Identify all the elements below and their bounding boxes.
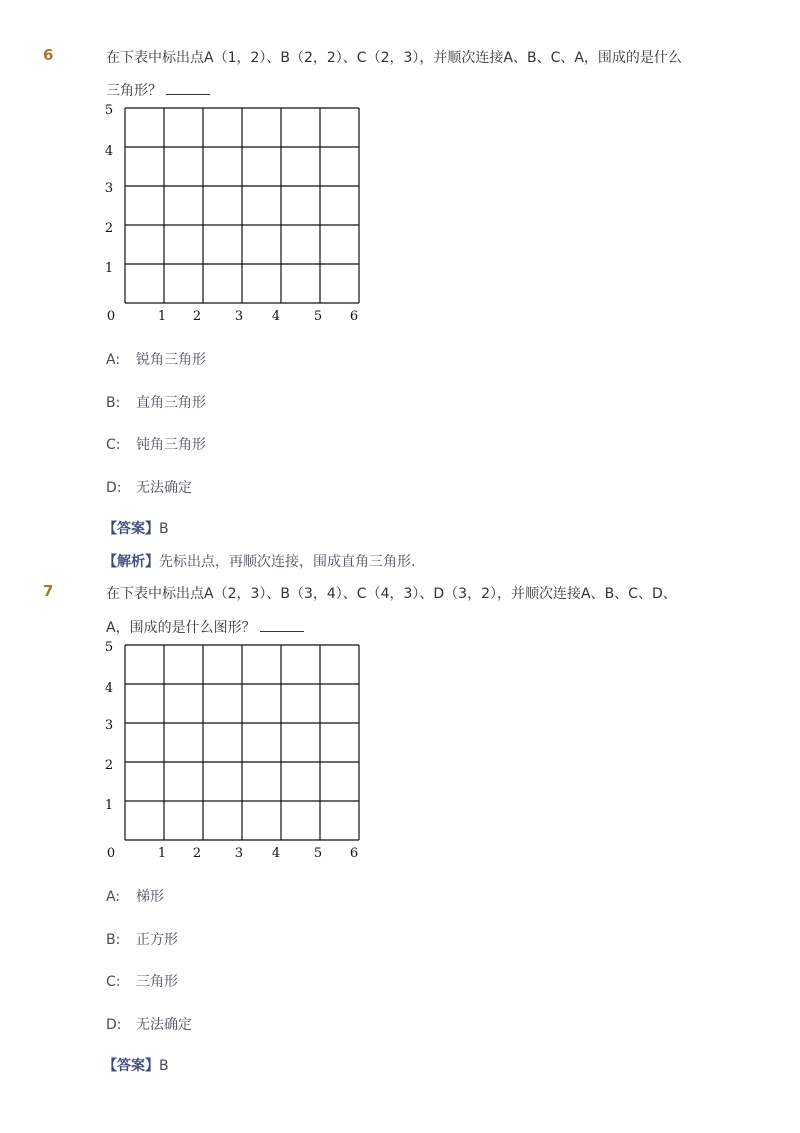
option-b[interactable] [106,929,178,949]
option-key: A: [106,889,121,905]
option-d[interactable] [106,477,192,497]
y-axis-labels [105,640,113,813]
y-tick-label: 4 [104,144,114,159]
question-stem-line2 [106,80,210,100]
option-text: 三角形 [136,974,178,990]
option-text: 无法确定 [136,480,192,496]
x-tick-label: 1 [157,846,167,861]
option-key: B: [106,932,121,948]
grid-lines [125,645,359,840]
option-b[interactable] [106,392,206,412]
x-tick-label: 4 [271,309,281,324]
answer-tag: 【答案】 [103,521,159,537]
option-d[interactable] [106,1014,192,1034]
explanation-line [103,551,415,571]
answer-tag: 【答案】 [103,1058,159,1074]
question-stem-line1: 在下表中标出点A（2，3）、B（3，4）、C（4，3）、D（3，2），并顺次连接A、B、C、D、 [106,586,677,602]
y-axis-labels [105,103,113,276]
option-key: D: [106,1017,122,1033]
x-axis-labels [107,846,358,861]
question-number: 6 [43,46,54,64]
y-tick-label: 3 [104,718,114,733]
option-a[interactable] [106,349,206,369]
question-number: 7 [43,582,54,600]
answer-value: B [159,521,169,537]
y-tick-label: 4 [104,681,114,696]
question-stem-line1: 在下表中标出点A（1，2）、B（2，2）、C（2，3），并顺次连接A、B、C、A，围成的是什么 [106,50,682,66]
option-key: C: [106,974,121,990]
stem-text: 三角形？ [106,83,162,99]
answer-blank [260,619,304,632]
option-key: A: [106,352,121,368]
option-c[interactable] [106,434,206,454]
option-key: D: [106,480,122,496]
option-text: 正方形 [136,932,178,948]
x-tick-label: 6 [349,846,359,861]
explanation-text: 先标出点，再顺次连接，围成直角三角形. [159,554,416,570]
x-tick-label: 3 [234,846,244,861]
explanation-tag: 【解析】 [103,554,159,570]
answer-blank [166,82,210,95]
option-text: 直角三角形 [136,395,206,411]
x-tick-label: 3 [234,309,244,324]
coordinate-grid [90,637,370,867]
option-text: 无法确定 [136,1017,192,1033]
option-text: 钝角三角形 [136,437,206,453]
grid-lines [125,108,359,303]
x-tick-label: 5 [313,846,323,861]
option-a[interactable] [106,886,164,906]
question-stem-line2 [106,617,304,637]
y-tick-label: 5 [104,640,114,655]
x-tick-label: 2 [192,846,202,861]
coordinate-grid [90,100,370,330]
option-text: 锐角三角形 [136,352,206,368]
x-tick-label: 5 [313,309,323,324]
x-tick-label: 2 [192,309,202,324]
y-tick-label: 1 [104,261,114,276]
y-tick-label: 2 [104,221,114,236]
x-tick-label: 4 [271,846,281,861]
option-key: C: [106,437,121,453]
answer-line [103,1055,169,1075]
x-tick-label: 0 [106,846,116,861]
stem-text: A，围成的是什么图形？ [106,620,256,636]
y-tick-label: 3 [104,181,114,196]
y-tick-label: 1 [104,798,114,813]
y-tick-label: 2 [104,758,114,773]
answer-line [103,518,169,538]
answer-value: B [159,1058,169,1074]
option-c[interactable] [106,971,178,991]
option-text: 梯形 [136,889,164,905]
x-tick-label: 6 [349,309,359,324]
option-key: B: [106,395,121,411]
x-axis-labels [107,309,358,324]
x-tick-label: 1 [157,309,167,324]
x-tick-label: 0 [106,309,116,324]
y-tick-label: 5 [104,103,114,118]
